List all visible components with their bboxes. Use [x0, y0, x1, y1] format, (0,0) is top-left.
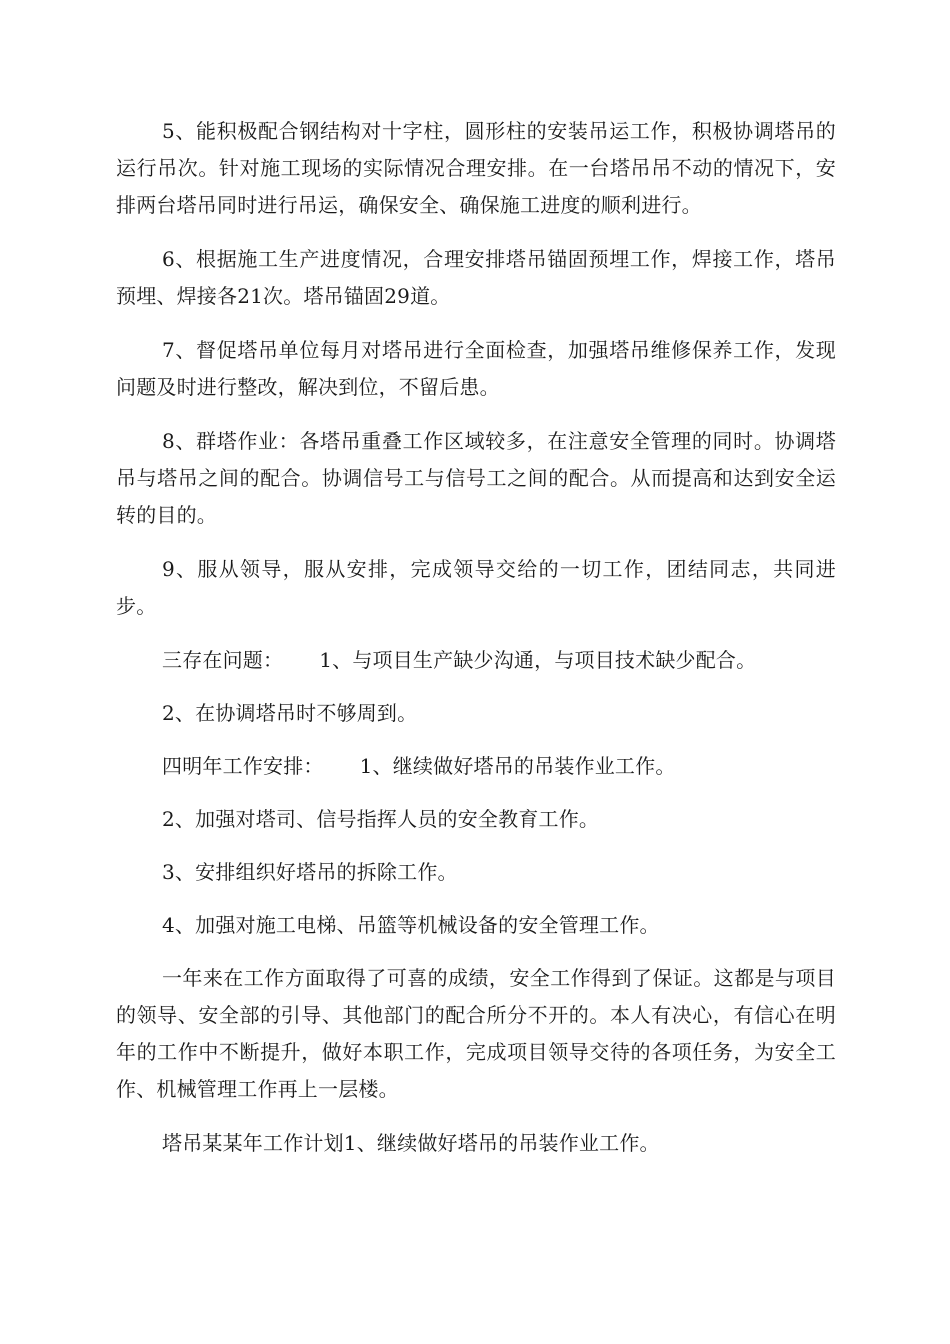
paragraph-item-6: 6、根据施工生产进度情况，合理安排塔吊锚固预埋工作，焊接工作，塔吊预埋、焊接各21次。塔吊锚固29道。	[116, 247, 836, 308]
plan-item-2: 2、加强对塔司、信号指挥人员的安全教育工作。	[162, 807, 600, 831]
plan-item-1: 1、继续做好塔吊的吊装作业工作。	[359, 754, 676, 778]
paragraph-item-7: 7、督促塔吊单位每月对塔吊进行全面检查，加强塔吊维修保养工作，发现问题及时进行整改，解决到位，不留后患。	[116, 338, 836, 399]
final-line: 塔吊某某年工作计划1、继续做好塔吊的吊装作业工作。	[162, 1131, 660, 1155]
paragraph-item-5: 5、能积极配合钢结构对十字柱，圆形柱的安装吊运工作，积极协调塔吊的运行吊次。针对施工现场的实际情况合理安排。在一台塔吊吊不动的情况下，安排两台塔吊同时进行吊运，确保安全、确保施工进度的顺利进行。	[116, 119, 836, 217]
plan-item-4: 4、加强对施工电梯、吊篮等机械设备的安全管理工作。	[162, 913, 660, 937]
issues-item-2: 2、在协调塔吊时不够周到。	[162, 701, 418, 725]
closing-paragraph: 一年来在工作方面取得了可喜的成绩，安全工作得到了保证。这都是与项目的领导、安全部的引导、其他部门的配合所分不开的。本人有决心，有信心在明年的工作中不断提升，做好本职工作，完成项目领导交待的各项任务，为安全工作、机械管理工作再上一层楼。	[116, 966, 836, 1101]
plan-item-3: 3、安排组织好塔吊的拆除工作。	[162, 860, 458, 884]
plan-section	[116, 748, 836, 785]
paragraph-item-8: 8、群塔作业：各塔吊重叠工作区域较多，在注意安全管理的同时。协调塔吊与塔吊之间的配合。协调信号工与信号工之间的配合。从而提高和达到安全运转的目的。	[116, 429, 836, 527]
plan-heading: 四明年工作安排：	[162, 754, 324, 778]
issues-item-1: 1、与项目生产缺少沟通，与项目技术缺少配合。	[319, 648, 757, 672]
issues-section	[116, 642, 836, 679]
document-body	[116, 113, 836, 1178]
paragraph-item-9: 9、服从领导，服从安排，完成领导交给的一切工作，团结同志，共同进步。	[116, 557, 836, 618]
issues-heading: 三存在问题：	[162, 648, 284, 672]
